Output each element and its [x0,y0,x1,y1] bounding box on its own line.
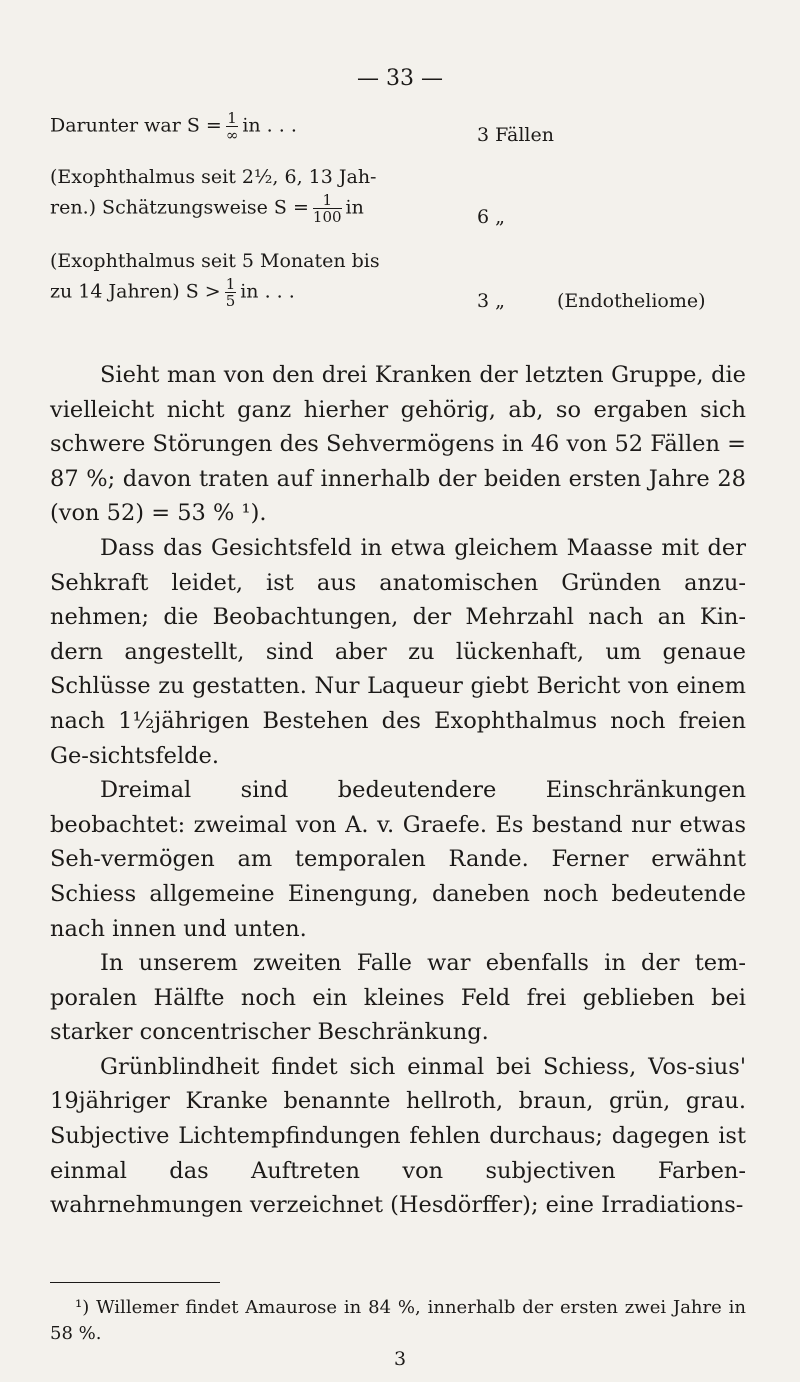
paragraph: Dreimal sind bedeutendere Einschränkungen beobachtet: zweimal von A. v. Graefe. Es bestand nur etwas Seh-vermögen am temporalen Rande. Ferner erwähnt Schiess allgemeine Einengung, daneben noch bedeutende nach innen und unten. [50,777,746,942]
row-label: ren.) Schätzungsweise S = [50,196,309,219]
body-text [50,358,746,1223]
table-row-text: (Exophthalmus seit 5 Monaten bis [50,250,380,272]
row-suffix: in . . . [242,114,297,137]
page-number: — 33 — [357,66,443,91]
row-note: (Endotheliome) [557,290,706,312]
footnote-text: ¹) Willemer findet Amaurose in 84 %, innerhalb der ersten zwei Jahre in 58 %. [50,1297,746,1344]
paragraph: In unserem zweiten Falle war ebenfalls in der tem-poralen Hälfte noch ein kleines Feld frei geblieben bei starker concentrischer Beschränkung. [50,950,746,1046]
row-label: zu 14 Jahren) S > [50,280,221,303]
paragraph: Sieht man von den drei Kranken der letzten Gruppe, die vielleicht nicht ganz hierher gehörig, ab, so ergaben sich schwere Störungen des Sehvermögens in 46 von 52 Fällen = 87 %; davon traten auf innerhalb der beiden ersten Jahre 28 (von 52) = 53 % ¹). [50,362,746,527]
fraction-denominator: 5 [225,292,236,310]
row-suffix: in [345,196,364,219]
fraction-numerator: 1 [227,109,237,127]
table-row-text: (Exophthalmus seit 2½, 6, 13 Jah- [50,166,377,188]
footnote-rule [50,1282,220,1283]
fraction-numerator: 1 [313,192,342,209]
row-suffix: in . . . [240,280,295,303]
table-row [50,276,295,309]
fraction-denominator: ∞ [225,126,239,144]
fraction [226,110,239,143]
fraction-denominator: 100 [312,208,342,226]
fraction-numerator: 1 [225,275,236,293]
row-count: 3 „ [477,290,505,312]
row-label: Darunter war S = [50,114,222,137]
row-count: 6 „ [477,206,505,228]
table-row [50,110,297,143]
row-count: 3 Fällen [477,124,554,146]
signature-mark: 3 [393,1348,407,1370]
paragraph: Grünblindheit findet sich einmal bei Schiess, Vos-sius' 19jähriger Kranke benannte hellroth, braun, grün, grau. Subjective Lichtempfindungen fehlen durchaus; dagegen ist einmal das Auftreten von subjectiven Farben-wahrnehmungen verzeichnet (Hesdörffer); eine Irradiations- [50,1053,746,1219]
paragraph: Dass das Gesichtsfeld in etwa gleichem Maasse mit der Sehkraft leidet, ist aus anatomischen Gründen anzu-nehmen; die Beobachtungen, der Mehrzahl nach an Kin-dern angestellt, sind aber zu lückenhaft, um genaue Schlüsse zu gestatten. Nur Laqueur giebt Bericht von einem nach 1½jährigen Bestehen des Exophthalmus noch freien Ge-sichtsfelde. [50,534,746,769]
footnote [50,1295,746,1347]
table-row [50,192,364,225]
fraction [225,276,237,309]
fraction [313,192,342,225]
